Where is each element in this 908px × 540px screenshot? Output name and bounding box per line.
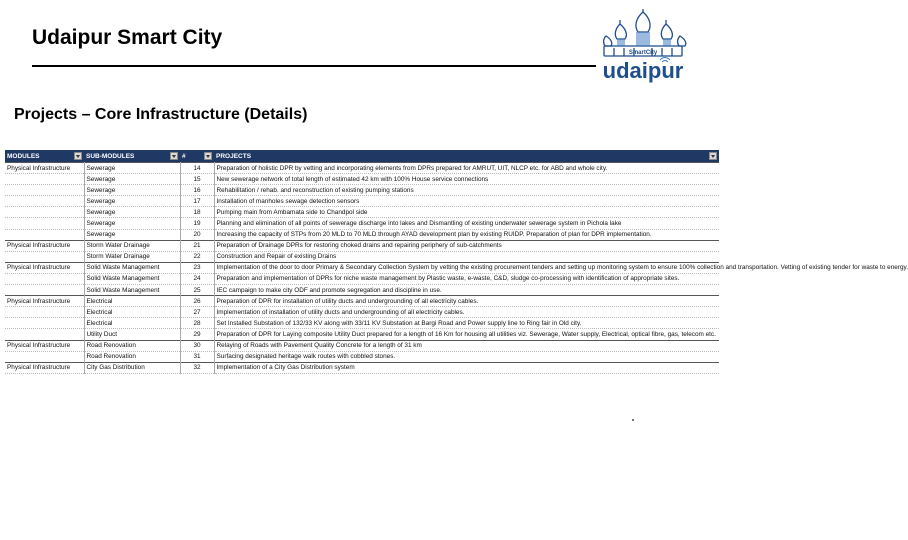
table-row: [5, 251, 719, 262]
project-description-cell: Rehabilitation / rehab. and reconstruction of existing pumping stations: [214, 185, 719, 196]
project-number-cell: 21: [180, 240, 214, 251]
table-body: [5, 163, 908, 374]
submodule-cell: Storm Water Drainage: [84, 251, 180, 262]
module-cell: Physical Infrastructure: [5, 262, 84, 273]
header-projects-label: PROJECTS: [216, 152, 252, 160]
submodule-cell: Utility Duct: [84, 329, 180, 340]
header-modules: [5, 150, 84, 163]
project-number-cell: 30: [180, 340, 214, 351]
module-cell: [5, 251, 84, 262]
title-underline: [32, 65, 596, 67]
submodule-cell: Road Renovation: [84, 351, 180, 362]
module-cell: [5, 329, 84, 340]
table-row: [5, 207, 719, 218]
project-description-cell: Preparation and implementation of DPRs for niche waste management by Plastic waste, e-waste, C&D, sludge co-processing with identification of appropriate sites.: [214, 273, 719, 284]
submodule-cell: Electrical: [84, 296, 180, 307]
project-description-cell: Implementation of installation of utility ducts and undergrounding of all electricity cables.: [214, 307, 719, 318]
project-description-cell: Surfacing designated heritage walk routes with cobbled stones.: [214, 351, 719, 362]
project-number-cell: 20: [180, 229, 214, 240]
project-number-cell: 17: [180, 196, 214, 207]
filter-dropdown-icon[interactable]: [204, 152, 212, 160]
project-description-cell: Pumping main from Ambamata side to Chandpol side: [214, 207, 719, 218]
module-cell: [5, 273, 84, 284]
project-number-cell: 15: [180, 174, 214, 185]
project-description-cell: Implementation of the door to door Primary & Secondary Collection System by vetting the existing procurement tenders and setting up monitoring system to ensure 100% collection and transportation. Vetting of existing tender for waste to energy.: [214, 262, 719, 273]
project-description-cell: New sewerage network of total length of estimated 42 km with 100% House service connections: [214, 174, 719, 185]
module-cell: Physical Infrastructure: [5, 340, 84, 351]
header-number: [180, 150, 214, 163]
project-number-cell: 18: [180, 207, 214, 218]
submodule-cell: Storm Water Drainage: [84, 240, 180, 251]
header-number-label: #: [182, 152, 186, 160]
table-row: [5, 174, 719, 185]
filter-dropdown-icon[interactable]: [170, 152, 178, 160]
udaipur-smart-city-logo: [598, 8, 688, 88]
project-number-cell: 22: [180, 251, 214, 262]
submodule-cell: Sewerage: [84, 229, 180, 240]
submodule-cell: Sewerage: [84, 163, 180, 174]
submodule-cell: Electrical: [84, 318, 180, 329]
project-description-cell: Construction and Repair of existing Drains: [214, 251, 719, 262]
project-description-cell: Installation of manholes sewage detection sensors: [214, 196, 719, 207]
project-description-cell: Preparation of Drainage DPRs for restoring choked drains and repairing periphery of sub-catchments: [214, 240, 719, 251]
header-modules-label: MODULES: [7, 152, 40, 160]
submodule-cell: Solid Waste Management: [84, 262, 180, 273]
table-row: [5, 351, 719, 362]
table-row: [5, 318, 719, 329]
table-row: [5, 229, 719, 240]
table-row: [5, 262, 719, 273]
project-description-cell: Relaying of Roads with Pavement Quality Concrete for a length of 31 km: [214, 340, 719, 351]
projects-table: [5, 150, 908, 374]
submodule-cell: Electrical: [84, 307, 180, 318]
table-row: [5, 273, 719, 284]
module-cell: [5, 174, 84, 185]
submodule-cell: Sewerage: [84, 174, 180, 185]
project-number-cell: 32: [180, 362, 214, 373]
module-cell: Physical Infrastructure: [5, 362, 84, 373]
table-row: [5, 196, 719, 207]
module-cell: [5, 318, 84, 329]
project-description-cell: Set Installed Substation of 132/33 KV along with 33/11 KV Substation at Bargi Road and Power supply line to Ring fair in Old city.: [214, 318, 719, 329]
module-cell: [5, 185, 84, 196]
table-row: [5, 362, 719, 373]
module-cell: [5, 196, 84, 207]
table-row: [5, 185, 719, 196]
project-number-cell: 31: [180, 351, 214, 362]
submodule-cell: Sewerage: [84, 196, 180, 207]
project-number-cell: 27: [180, 307, 214, 318]
table-row: [5, 240, 719, 251]
project-description-cell: Preparation of DPR for Laying composite Utility Duct prepared for a length of 16 Km for housing all utilities viz. Sewerage, Water supply, Electrical, optical fibre, gas, telecom etc.: [214, 329, 719, 340]
table-row: [5, 296, 719, 307]
projects-table-container: [5, 150, 908, 374]
sheet-marker: [632, 419, 634, 421]
module-cell: Physical Infrastructure: [5, 163, 84, 174]
header-submodules: [84, 150, 180, 163]
table-row: [5, 285, 719, 296]
project-number-cell: 24: [180, 273, 214, 284]
header-projects: [214, 150, 719, 163]
submodule-cell: Road Renovation: [84, 340, 180, 351]
project-description-cell: Increasing the capacity of STPs from 20 MLD to 70 MLD through AYAD development plan by existing RUIDP. Preparation of plan for DPR implementation.: [214, 229, 719, 240]
table-row: [5, 218, 719, 229]
module-cell: Physical Infrastructure: [5, 240, 84, 251]
logo-smartcity-text: SmartCity: [628, 50, 658, 56]
table-row: [5, 329, 719, 340]
project-number-cell: 23: [180, 262, 214, 273]
page-title: Udaipur Smart City: [32, 26, 223, 49]
project-description-cell: Planning and elimination of all points of sewerage discharge into lakes and Dismantling of existing underwater sewerage system in Pichola lake: [214, 218, 719, 229]
project-number-cell: 25: [180, 285, 214, 296]
project-number-cell: 26: [180, 296, 214, 307]
project-description-cell: IEC campaign to make city ODF and promote segregation and discipline in use.: [214, 285, 719, 296]
page-subtitle: Projects – Core Infrastructure (Details): [14, 106, 308, 123]
logo-udaipur-text: udaipur: [602, 58, 684, 83]
table-row: [5, 163, 719, 174]
project-description-cell: Preparation of DPR for installation of utility ducts and undergrounding of all electricity cables.: [214, 296, 719, 307]
project-number-cell: 16: [180, 185, 214, 196]
project-number-cell: 14: [180, 163, 214, 174]
project-description-cell: Preparation of holistic DPR by vetting and incorporating elements from DPRs prepared for AMRUT, UIT, NLCP etc. for ABD and whole city.: [214, 163, 719, 174]
submodule-cell: Solid Waste Management: [84, 285, 180, 296]
module-cell: [5, 229, 84, 240]
submodule-cell: City Gas Distribution: [84, 362, 180, 373]
table-header-row: [5, 150, 719, 163]
filter-dropdown-icon[interactable]: [709, 152, 717, 160]
module-cell: [5, 218, 84, 229]
module-cell: [5, 307, 84, 318]
module-cell: [5, 207, 84, 218]
table-row: [5, 307, 719, 318]
project-description-cell: Implementation of a City Gas Distribution system: [214, 362, 719, 373]
submodule-cell: Sewerage: [84, 207, 180, 218]
project-number-cell: 28: [180, 318, 214, 329]
table-row: [5, 340, 719, 351]
project-number-cell: 29: [180, 329, 214, 340]
submodule-cell: Sewerage: [84, 218, 180, 229]
filter-dropdown-icon[interactable]: [74, 152, 82, 160]
submodule-cell: Sewerage: [84, 185, 180, 196]
module-cell: [5, 285, 84, 296]
module-cell: Physical Infrastructure: [5, 296, 84, 307]
submodule-cell: Solid Waste Management: [84, 273, 180, 284]
project-number-cell: 19: [180, 218, 214, 229]
header-submodules-label: SUB-MODULES: [86, 152, 135, 160]
module-cell: [5, 351, 84, 362]
